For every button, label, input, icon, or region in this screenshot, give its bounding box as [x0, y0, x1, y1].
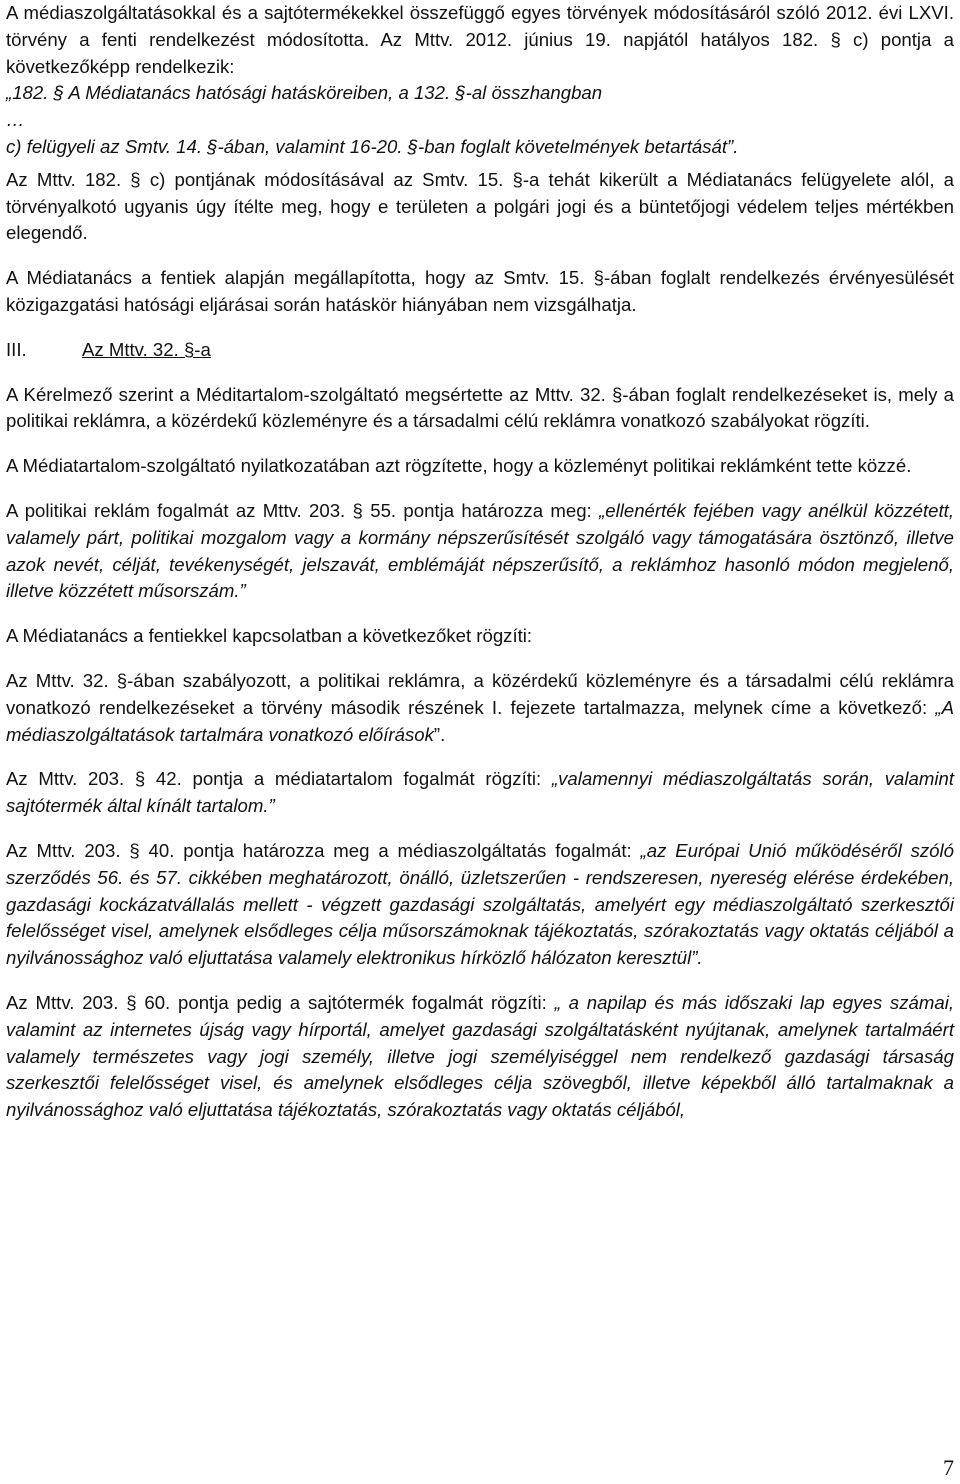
paragraph-provider-statement: A Médiatartalom-szolgáltató nyilatkozatában azt rögzítette, hogy a közleményt politikai reklámként tette közzé.: [6, 455, 912, 477]
section-heading-iii: [6, 337, 954, 364]
paragraph-complaint-32: A Kérelmező szerint a Méditartalom-szolgáltató megsértette az Mttv. 32. §-ában foglalt rendelkezéseket is, mely a politikai reklámra, a közérdekű közleményre és a társadalmi célú reklámra vonatkozó szabályokat rögzíti.: [6, 383, 954, 432]
quote-ellipsis: …: [6, 109, 25, 131]
definition-quote: „ellenérték fejében vagy anélkül közzétett, valamely párt, politikai mozgalom vagy a kormány népszerűsítését szolgáló vagy támogatására ösztönző, illetve azok nevét, célját, tevékenységét, jelszavát, emblémáját népszerűsítő, a reklámhoz hasonló módon megjelenő, illetve közzétett műsorszám.”: [6, 499, 954, 602]
paragraph-media-service-definition: [6, 838, 954, 972]
media-service-quote: „az Európai Unió működéséről szóló szerződés 56. és 57. cikkében meghatározott, önálló, üzletszerűen - rendszeresen, nyereség elérése érdekében, gazdasági kockázatvállalás mellett - végzett gazdasági szolgáltatás, amelyért egy médiaszolgáltató szerkesztői felelősséget visel, amelynek elsődleges célja műsorszámoknak tájékoztatás, szórakoztatás vagy oktatás céljából a nyilvánossághoz való eljuttatása valamely elektronikus hírközlő hálózaton keresztül”.: [6, 839, 954, 969]
paragraph-amendment-intro: A médiaszolgáltatásokkal és a sajtótermékekkel összefüggő egyes törvények módosításáról szóló 2012. évi LXVI. törvény a fenti rendelkezést módosította. Az Mttv. 2012. június 19. napjától hatályos 182. § c) pontja a következőképp rendelkezik:: [6, 2, 954, 77]
quote-line-c-point: c) felügyeli az Smtv. 14. §-ában, valamint 16-20. §-ban foglalt követelmények betartását”.: [6, 135, 739, 157]
media-service-intro: Az Mttv. 203. § 40. pontja határozza meg a médiaszolgáltatás fogalmát:: [6, 839, 641, 861]
media-content-intro: Az Mttv. 203. § 42. pontja a médiatartalom fogalmát rögzíti:: [6, 768, 552, 790]
media-content-quote: „valamennyi médiaszolgáltatás során, valamint sajtótermék által kínált tartalom.”: [6, 768, 954, 817]
press-product-quote: „ a napilap és más időszaki lap egyes számai, valamint az internetes újság vagy hírportál, amelyet gazdasági szolgáltatásként nyújtanak, amelynek tartalmáért valamely természetes vagy jogi személy, illetve jogi személyiséggel nem rendelkező gazdasági társaság szerkesztői felelősséget visel, és amelynek elsődleges célja szövegből, illetve képekből álló tartalmaknak a nyilvánossághoz való eljuttatása tájékoztatás, szórakoztatás vagy oktatás céljából,: [6, 991, 954, 1121]
press-product-intro: Az Mttv. 203. § 60. pontja pedig a sajtótermék fogalmát rögzíti:: [6, 991, 555, 1013]
paragraph-media-content-definition: [6, 766, 954, 820]
paragraph-conclusion-smtv-15: A Médiatanács a fentiek alapján megállapította, hogy az Smtv. 15. §-ában foglalt rendelkezés érvényesülését közigazgatási hatósági eljárásai során hatáskör hiányában nem vizsgálhatja.: [6, 267, 954, 315]
paragraph-press-product-definition: [6, 990, 954, 1124]
section-number: III.: [6, 338, 27, 360]
chapter-title-end: ”.: [433, 723, 446, 745]
page-number: 7: [943, 1455, 954, 1480]
quote-line-182: „182. § A Médiatanács hatósági hatásköreiben, a 132. §-al összhangban: [6, 82, 603, 104]
paragraph-media-council-findings: A Médiatanács a fentiekkel kapcsolatban a következőket rögzíti:: [6, 625, 533, 647]
chapter-title-quote: „A médiaszolgáltatások tartalmára vonatkozó előírások: [6, 696, 954, 745]
paragraph-chapter-title: [6, 668, 954, 748]
paragraph-political-ad-definition: [6, 498, 954, 605]
paragraph-smtv-15-removed: Az Mttv. 182. § c) pontjának módosításával az Smtv. 15. §-a tehát kikerült a Médiatanács felügyelete alól, a törvényalkotó ugyanis úgy ítélte meg, hogy e területen a polgári jogi és a büntetőjogi védelem teljes mértékben elegendő.: [6, 168, 954, 244]
section-title: Az Mttv. 32. §-a: [82, 338, 211, 360]
definition-intro: A politikai reklám fogalmát az Mttv. 203. § 55. pontja határozza meg:: [6, 499, 600, 521]
chapter-intro: Az Mttv. 32. §-ában szabályozott, a politikai reklámra, a közérdekű közleményre és a társadalmi célú reklámra vonatkozó rendelkezéseket a törvény második részének I. fejezete tartalmazza, melynek címe a következő:: [6, 669, 954, 718]
